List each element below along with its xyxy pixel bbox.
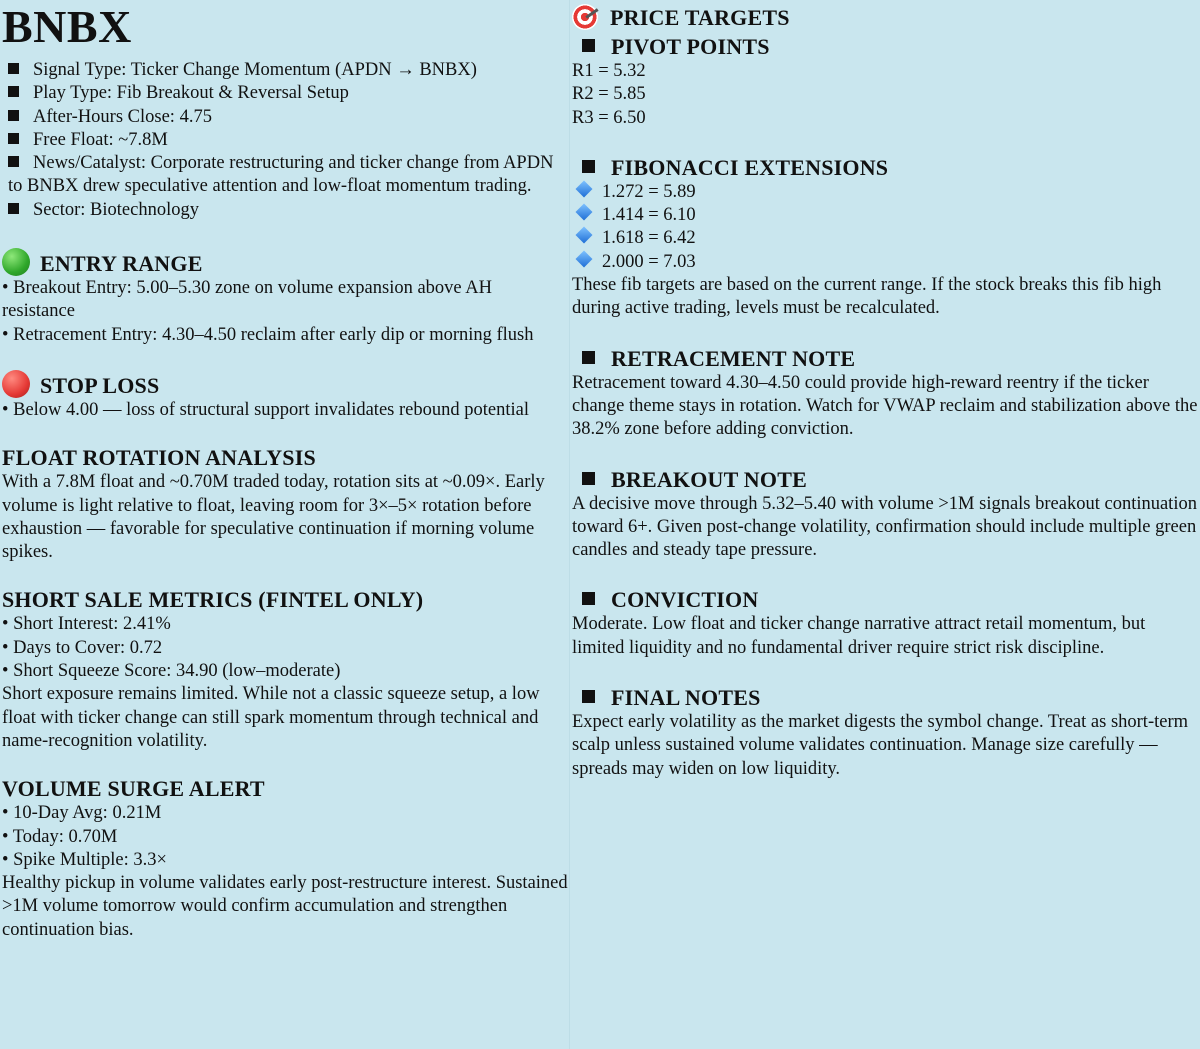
fib-item: 1.414 = 6.10 [572, 204, 1198, 227]
square-bullet-icon [8, 156, 19, 167]
volume-item: • 10-Day Avg: 0.21M [2, 803, 162, 824]
right-column [572, 0, 1198, 781]
news-catalyst: News/Catalyst: Corporate restructuring and ticker change from APDN to BNBX drew speculative attention and low-float momentum trading. [8, 153, 554, 197]
info-item: After-Hours Close: 4.75 [2, 106, 568, 129]
breakout-heading: BREAKOUT NOTE [572, 466, 1198, 493]
fib-item: 2.000 = 7.03 [572, 251, 1198, 274]
square-bullet-icon [8, 203, 19, 214]
fib-item: 1.272 = 5.89 [572, 181, 1198, 204]
square-bullet-icon [8, 110, 19, 121]
square-bullet-icon [582, 160, 595, 173]
blue-diamond-icon [576, 180, 593, 197]
fib-item: 1.618 = 6.42 [572, 227, 1198, 250]
retracement-heading: RETRACEMENT NOTE [572, 345, 1198, 372]
square-bullet-icon [582, 592, 595, 605]
square-bullet-icon [582, 472, 595, 485]
info-item: Signal Type: Ticker Change Momentum (APDN → BNBX) [2, 59, 568, 82]
stop-item: • Below 4.00 — loss of structural support invalidates rebound potential [2, 399, 529, 420]
left-column [2, 0, 568, 942]
short-item: • Days to Cover: 0.72 [2, 637, 163, 658]
pivot-points-heading: PIVOT POINTS [572, 33, 1198, 60]
square-bullet-icon [582, 690, 595, 703]
red-circle-icon [2, 370, 30, 398]
final-notes-text: Expect early volatility as the market digests the symbol change. Treat as short-term scalp unless sustained volume validates continuation. Manage size carefully — spreads may widen on low liquidity. [572, 712, 1189, 779]
price-targets-heading: PRICE TARGETS [572, 4, 1198, 31]
square-bullet-icon [8, 86, 19, 97]
volume-surge-heading: VOLUME SURGE ALERT [2, 776, 265, 802]
short-sale-heading: SHORT SALE METRICS (FINTEL ONLY) [2, 587, 424, 613]
square-bullet-icon [8, 133, 19, 144]
conviction-text: Moderate. Low float and ticker change narrative attract retail momentum, but limited liquidity and no fundamental driver require strict risk discipline. [572, 614, 1146, 658]
entry-item: • Retracement Entry: 4.30–4.50 reclaim after early dip or morning flush [2, 324, 534, 345]
entry-item: • Breakout Entry: 5.00–5.30 zone on volume expansion above AH resistance [2, 278, 492, 322]
pivot-item: R3 = 6.50 [572, 107, 646, 128]
volume-item: • Spike Multiple: 3.3× [2, 849, 167, 870]
blue-diamond-icon [576, 250, 593, 267]
short-item: • Short Interest: 2.41% [2, 614, 171, 635]
short-sale-text: Short exposure remains limited. While not a classic squeeze setup, a low float with ticker change can still spark momentum through technical and name-recognition volatility. [2, 684, 540, 751]
target-icon [572, 4, 598, 30]
ticker-title: BNBX [2, 1, 132, 52]
conviction-heading: CONVICTION [572, 586, 1198, 613]
pivot-item: R1 = 5.32 [572, 61, 646, 81]
float-rotation-heading: FLOAT ROTATION ANALYSIS [2, 445, 316, 471]
entry-range-heading: ENTRY RANGE [2, 248, 568, 277]
square-bullet-icon [582, 39, 595, 52]
pivot-item: R2 = 5.85 [572, 84, 646, 105]
short-item: • Short Squeeze Score: 34.90 (low–moderate) [2, 661, 341, 682]
fib-text: These fib targets are based on the current range. If the stock breaks this fib high during active trading, levels must be recalculated. [572, 275, 1162, 319]
volume-item: • Today: 0.70M [2, 826, 118, 847]
info-item: Free Float: ~7.8M [2, 129, 568, 152]
blue-diamond-icon [576, 227, 593, 244]
blue-diamond-icon [576, 204, 593, 221]
square-bullet-icon [582, 351, 595, 364]
final-notes-heading: FINAL NOTES [572, 684, 1198, 711]
float-rotation-text: With a 7.8M float and ~0.70M traded today, rotation sits at ~0.09×. Early volume is light relative to float, leaving room for 3×–5× rotation before exhaustion — favorable for speculative continuation if morning volume spikes. [2, 472, 545, 563]
stop-loss-heading: STOP LOSS [2, 370, 568, 399]
volume-surge-text: Healthy pickup in volume validates early post-restructure interest. Sustained >1M volume tomorrow would confirm accumulation and strengthen continuation bias. [2, 873, 568, 940]
breakout-text: A decisive move through 5.32–5.40 with volume >1M signals breakout continuation toward 6+. Given post-change volatility, confirmation should include multiple green candles and steady tape pressure. [572, 493, 1197, 561]
fibonacci-heading: FIBONACCI EXTENSIONS [572, 154, 1198, 181]
square-bullet-icon [8, 63, 19, 74]
retracement-text: Retracement toward 4.30–4.50 could provide high-reward reentry if the ticker change theme stays in rotation. Watch for VWAP reclaim and stabilization above the 38.2% zone before adding conviction. [572, 372, 1198, 440]
column-divider [569, 0, 570, 1049]
green-circle-icon [2, 248, 30, 276]
sector-item: Sector: Biotechnology [2, 199, 568, 222]
info-item: Play Type: Fib Breakout & Reversal Setup [2, 82, 568, 105]
